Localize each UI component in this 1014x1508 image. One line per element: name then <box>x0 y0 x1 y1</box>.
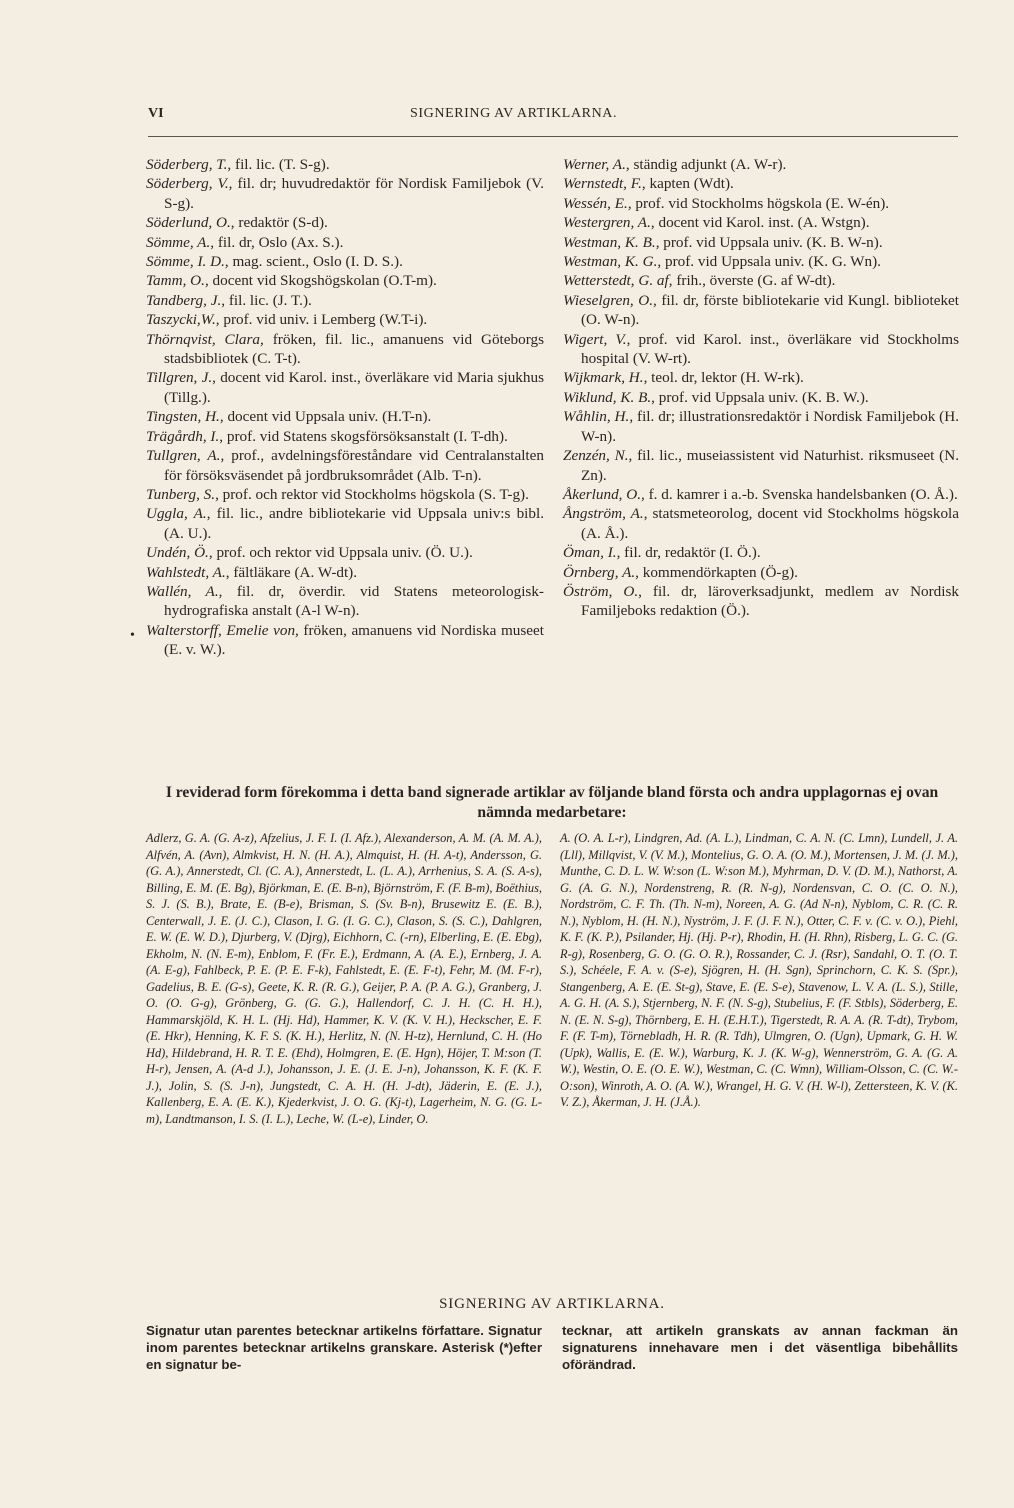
contributor-details: , fil. dr, förste bibliotekarie vid Kungl. biblioteket (O. W-n). <box>581 291 959 329</box>
contributor-name: Tingsten, H. <box>146 408 220 426</box>
contributor-entry <box>563 155 959 174</box>
contributor-name: Werner, A. <box>563 156 626 173</box>
contributor-details: , fil. lic., museiassistent vid Naturhist. riksmuseet (N. Zn). <box>581 447 960 484</box>
contributor-entry <box>146 504 544 543</box>
contributor-name: Wetterstedt, G. af <box>563 272 669 290</box>
margin-mark: • <box>130 628 135 643</box>
contributor-details: , prof. vid Uppsala univ. (K. G. Wn). <box>657 253 881 271</box>
contributor-entry <box>563 194 959 213</box>
contributor-name: Tamm, O. <box>146 272 205 290</box>
contributor-details: , fil. dr, Oslo (Ax. S.). <box>210 233 344 251</box>
contributor-entry <box>146 271 544 290</box>
revised-heading: I reviderad form förekomma i detta band signerade artiklar av följande bland första och andra upplagornas ej ovan nämnda medarbetare: <box>165 784 939 821</box>
running-header <box>148 106 958 130</box>
revised-list-left: Adlerz, G. A. (G. A-z), Afzelius, J. F. I. (I. Afz.), Alexanderson, A. M. (A. M. A.), Alfvén, A. (Avn), Almkvist, H. N. (H. A.), Almquist, H. (H. A-t), Andersson, G. (G. A.), Annerstedt, Cl. (C. A.), Annerstedt, L. (L. A.), Arrhenius, S. A. (S. A-s), Billing, E. M. (E. Bg), Björkman, E. (E. B-n), Björnström, F. (F. B-m), Boëthius, S. J. (S. B.), Brate, E. (B-e), Brisman, S. (Sv. B-n), Brusewitz E. (E. B.), Centerwall, J. E. (J. C.), Clason, I. G. (I. G. C.), Clason, S. (S. C.), Dahlgren, E. W. (E. W. D.), Djurberg, V. (Djrg), Eichhorn, C. (-rn), Elberling, E. (E. Ebg), Ekholm, N. (N. E-m), Enblom, F. (Fr. E.), Erdmann, A. (A. E.), Ernberg, J. A. (A. E-g), Fahlbeck, P. E. (P. E. F-k), Fahlstedt, E. (E. F-t), Fehr, M. (M. F-r), Gadelius, B. E. (G-s), Geete, K. R. (R. G.), Geijer, P. A. (P. A. G.), Granberg, J. O. (O. G-g), Grönberg, G. (G. G.), Hallendorf, C. J. H. (C. H. H.), Hammarskjöld, K. H. L. (Hj. Hd), Hammer, K. V. (K. V. H.), Heckscher, E. F. (E. Hkr), Henning, K. F. S. (K. H.), Herlitz, N. (N. H-tz), Hernlund, C. H. (Ho Hd), Hildebrand, H. R. T. E. (Ehd), Holmgren, E. (E. Hgn), Höjer, T. M:son (T. H-r), Jensen, A. (A-d J.), Johansson, J. E. (J. E. J-n), Johansson, K. F. (K. F. J.), Jolin, S. (S. J-n), Jungstedt, C. A. H. (H. J-dt), Jäderin, E. (E. J.), Kallenberg, E. A. (E. K.), Kjederkvist, J. O. G. (Kj-t), Lagerheim, N. G. (G. L-m), Landtmanson, I. S. (I. L.), Leche, W. (L-e), Linder, O. <box>146 831 542 1126</box>
signing-text-right: tecknar, att artikeln granskats av annan fackman än signaturens innehavare men i det väsentliga bibehållits oförändrad. <box>562 1323 958 1373</box>
contributor-name: Undén, Ö. <box>146 544 209 562</box>
contributor-name: Westman, K. B. <box>563 233 656 251</box>
contributor-details: , statsmeteorolog, docent vid Stockholms högskola (A. Å.). <box>581 505 959 542</box>
contributor-name: Öman, I. <box>563 544 617 562</box>
contributor-details: , docent vid Karol. inst. (A. Wstgn). <box>650 214 870 232</box>
contributor-name: Wahlstedt, A. <box>146 563 226 581</box>
contributor-details: , kapten (Wdt). <box>641 175 734 193</box>
contributor-entry <box>146 330 544 369</box>
contributor-name: Wiklund, K. B. <box>563 388 652 406</box>
contributor-details: , frih., överste (G. af W-dt). <box>668 272 836 290</box>
contributor-details: , f. d. kamrer i a.-b. Svenska handelsbanken (O. Å.). <box>641 485 958 503</box>
contributor-details: , prof. vid Uppsala univ. (K. B. W-n). <box>655 233 883 251</box>
contributor-details: , docent vid Skogshögskolan (O.T-m). <box>204 272 437 290</box>
contributor-entry <box>146 621 544 660</box>
contributor-entry <box>563 330 959 369</box>
contributor-name: Söderlund, O. <box>146 214 231 232</box>
contributor-name: Thörnqvist, Clara, <box>146 330 264 348</box>
contributor-details: fröken, fil. lic., amanuens vid Göteborgs stadsbibliotek (C. T-t). <box>164 330 544 368</box>
contributor-name: Tunberg, S. <box>146 485 216 503</box>
contributor-name: Wessén, E. <box>563 194 628 212</box>
contributor-entry <box>146 485 544 504</box>
contributor-details: , ständig adjunkt (A. W-r). <box>625 156 787 173</box>
contributor-details: , kommendörkapten (Ö-g). <box>635 563 798 581</box>
running-title: SIGNERING AV ARTIKLARNA. <box>410 106 618 121</box>
contributor-details: , mag. scient., Oslo (I. D. S.). <box>224 253 403 271</box>
contributor-details: , fil. lic. (J. T.). <box>221 291 312 309</box>
page-number: VI <box>148 106 164 121</box>
contributor-details: , prof. vid Statens skogsförsöksanstalt (I. T-dh). <box>219 427 508 445</box>
contributor-name: Taszycki,W. <box>146 311 216 329</box>
contributor-entry <box>146 252 544 271</box>
contributor-entry <box>563 233 959 252</box>
contributor-name: Wernstedt, F. <box>563 175 642 193</box>
contributor-details: , prof. vid Karol. inst., överläkare vid Stockholms hospital (V. W-rt). <box>581 330 959 368</box>
contributor-name: Söderberg, T. <box>146 156 228 173</box>
contributor-details: , docent vid Uppsala univ. (H.T-n). <box>219 408 432 426</box>
contributor-details: fröken, amanuens vid Nordiska museet (E. v. W.). <box>164 621 545 659</box>
contributor-details: , prof. vid Stockholms högskola (E. W-én). <box>627 194 890 212</box>
contributor-details: , fältläkare (A. W-dt). <box>225 563 358 581</box>
contributor-entry <box>146 407 544 426</box>
contributor-entry <box>146 291 544 310</box>
contributors-right-column <box>563 155 959 621</box>
contributor-entry <box>146 582 544 621</box>
contributor-name: Wallén, A. <box>146 582 219 600</box>
contributors-left-column <box>146 155 544 660</box>
contributor-name: Walterstorff, Emelie von, <box>146 621 299 639</box>
contributor-details: , fil. dr; illustrationsredaktör i Nordisk Familjebok (H. W-n). <box>581 408 959 445</box>
signing-title: SIGNERING AV ARTIKLARNA. <box>439 1296 665 1312</box>
contributor-name: Trägårdh, I. <box>146 427 220 445</box>
contributor-entry <box>563 252 959 271</box>
contributor-name: Ångström, A. <box>563 505 644 523</box>
contributor-details: , prof. vid univ. i Lemberg (W.T-i). <box>215 311 428 329</box>
contributor-entry <box>563 485 959 504</box>
contributor-entry <box>563 271 959 290</box>
contributor-entry <box>563 388 959 407</box>
header-rule <box>148 136 958 137</box>
contributor-entry <box>563 582 959 621</box>
contributor-entry <box>563 407 959 446</box>
contributor-entry <box>146 213 544 232</box>
contributor-details: , fil. lic. (T. S-g). <box>227 156 330 173</box>
contributor-details: , prof. och rektor vid Uppsala univ. (Ö. U.). <box>208 544 473 562</box>
contributor-entry <box>146 368 544 407</box>
contributor-entry <box>146 563 544 582</box>
contributor-details: , fil. dr, läroverksadjunkt, medlem av Nordisk Familjeboks redaktion (Ö.). <box>581 582 960 620</box>
contributor-name: Öström, O. <box>563 582 639 600</box>
contributor-name: Sömme, A. <box>146 233 211 251</box>
contributor-details: , prof., avdelningsföreståndare vid Centralanstalten för försöksväsendet på jordbruksområdet (Alb. T-n). <box>164 447 544 484</box>
contributor-name: Sömme, I. D. <box>146 253 225 271</box>
contributor-name: Wåhlin, H. <box>563 408 630 426</box>
contributor-details: , prof. och rektor vid Stockholms högskola (S. T-g). <box>215 485 529 503</box>
contributor-entry <box>563 504 959 543</box>
contributor-entry <box>146 155 544 174</box>
contributor-details: , prof. vid Uppsala univ. (K. B. W.). <box>651 388 869 406</box>
contributor-details: , fil. dr; huvudredaktör för Nordisk Familjebok (V. S-g). <box>164 175 544 212</box>
contributor-details: , fil. lic., andre bibliotekarie vid Uppsala univ:s bibl. (A. U.). <box>164 505 544 542</box>
contributor-entry <box>563 563 959 582</box>
contributor-name: Westman, K. G. <box>563 253 658 271</box>
contributor-entry <box>146 446 544 485</box>
contributor-entry <box>563 446 959 485</box>
contributor-entry <box>146 310 544 329</box>
contributor-entry <box>563 213 959 232</box>
contributor-name: Tillgren, J. <box>146 369 213 387</box>
contributor-entry <box>563 543 959 562</box>
contributor-name: Örnberg, A. <box>563 563 636 581</box>
contributor-name: Wieselgren, O. <box>563 291 653 309</box>
contributor-entry <box>563 291 959 330</box>
contributor-name: Uggla, A. <box>146 505 207 523</box>
contributor-name: Westergren, A. <box>563 214 651 232</box>
contributor-entry <box>146 427 544 446</box>
contributor-entry <box>563 174 959 193</box>
contributor-name: Tullgren, A. <box>146 447 221 465</box>
contributor-entry <box>146 543 544 562</box>
revised-list-right: A. (O. A. L-r), Lindgren, Ad. (A. L.), Lindman, C. A. N. (C. Lmn), Lundell, J. A. (Lll), Millqvist, V. (V. M.), Montelius, G. O. A. (O. M.), Mortensen, J. M. (J. M.), Munthe, C. D. L. W. W:son (L. W:son M.), Myhrman, D. V. (D. M.), Nathorst, A. G. (A. G. N.), Nordenstreng, R. (R. N-g), Nordensvan, C. O. (C. O. N.), Nordström, C. F. Th. (Th. N-m), Noreen, A. G. (Ad N-n), Nyblom, C. R. (C. R. N.), Nyblom, H. (H. N.), Nyström, J. F. (J. F. N.), Otter, C. F. v. (C. v. O.), Piehl, K. F. (K. P.), Psilander, Hj. (Hj. P-r), Rhodin, H. (H. Rhn), Risberg, L. G. C. (G. R-g), Rosenberg, G. O. (G. O. R.), Rossander, C. J. (Rsr), Sandahl, O. T. (O. T. S.), Schéele, F. A. v. (S-e), Sjögren, H. (H. Sgn), Sprinchorn, C. K. S. (Spr.), Stangenberg, A. E. (E. St-g), Stave, E. (E. S-e), Stavenow, L. V. A. (L. S.), Stille, A. G. H. (A. S.), Stjernberg, N. F. (N. S-g), Stubelius, F. (F. Stbls), Söderberg, E. N. (E. N. S-g), Thörnberg, E. H. (E.H.T.), Tigerstedt, R. A. A. (R. T-dt), Trybom, F. (F. T-m), Törnebladh, H. R. (R. Tdh), Ulmgren, O. (Ugn), Upmark, G. H. W. (Upk), Wallis, E. (E. W.), Warburg, K. J. (K. W-g), Wennerström, G. A. (G. A. W.), Westin, O. E. (O. E. W.), Westman, C. (C. Wmn), William-Olsson, C. (C. W.-O:son), Winroth, A. O. (A. W.), Wrangel, H. G. V. (H. W-l), Zettersteen, K. V. (K. V. Z.), Åkerman, J. H. (J.Å.). <box>560 831 958 1109</box>
contributor-entry <box>146 233 544 252</box>
contributor-details: , fil. dr, redaktör (I. Ö.). <box>616 544 761 562</box>
signing-text-left: Signatur utan parentes betecknar artikelns författare. Signatur inom parentes betecknar artikelns granskare. Asterisk (*)efter en signatur be- <box>146 1323 542 1373</box>
contributor-name: Zenzén, N. <box>563 447 629 465</box>
contributor-entry <box>146 174 544 213</box>
contributor-name: Wigert, V. <box>563 330 627 348</box>
contributor-name: Söderberg, V. <box>146 175 229 193</box>
contributor-details: , teol. dr, lektor (H. W-rk). <box>643 369 804 387</box>
contributor-name: Åkerlund, O. <box>563 485 642 503</box>
contributor-name: Wijkmark, H. <box>563 369 644 387</box>
contributor-details: , docent vid Karol. inst., överläkare vid Maria sjukhus (Tillg.). <box>164 369 544 406</box>
contributor-details: , redaktör (S-d). <box>230 214 328 232</box>
contributor-details: , fil. dr, överdir. vid Statens meteorologisk-hydrografiska anstalt (A-l W-n). <box>164 582 544 620</box>
contributor-entry <box>563 368 959 387</box>
contributor-name: Tandberg, J. <box>146 291 222 309</box>
